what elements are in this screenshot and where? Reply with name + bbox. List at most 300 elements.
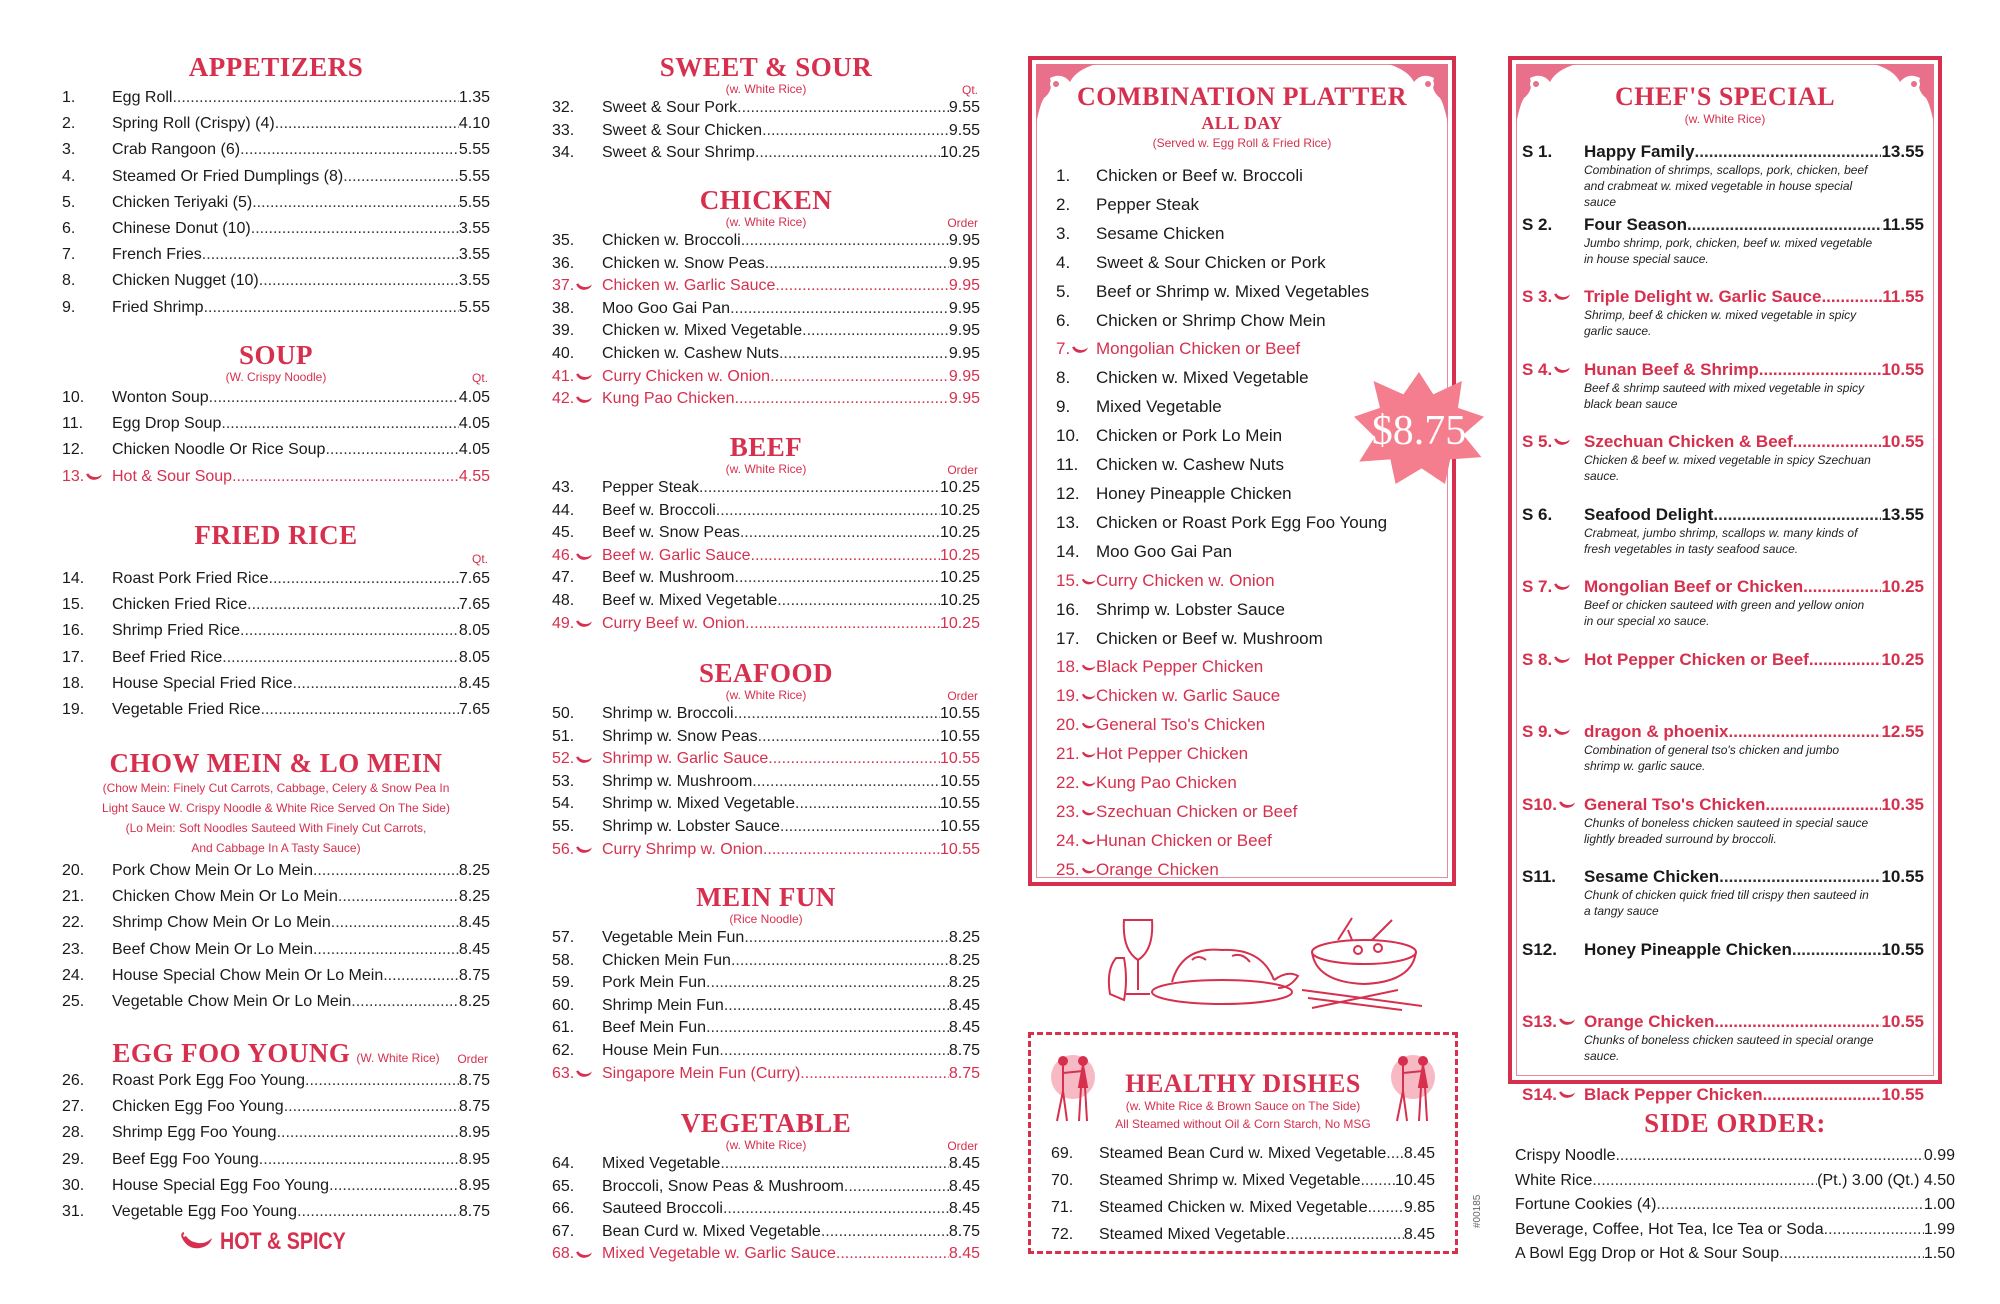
leader-dots (735, 567, 940, 590)
chef-item-row (1522, 722, 1924, 742)
chili-pepper-icon (1081, 691, 1096, 702)
item-price: 10.55 (939, 817, 980, 835)
item-name: Steamed Shrimp w. Mixed Vegetable (1099, 1172, 1361, 1189)
menu-item (62, 216, 490, 242)
item-number: 16. (1056, 599, 1080, 619)
item-name: Shrimp Chow Mein Or Lo Mein (112, 914, 331, 932)
menu-item (1515, 1242, 1955, 1267)
healthy-subtitle: (w. White Rice & Brown Sauce on The Side) (1125, 1099, 1361, 1113)
item-number: S 3. (1522, 287, 1584, 307)
item-number: 8. (1056, 368, 1071, 388)
mein-fun-list (552, 927, 980, 1085)
item-number: 38. (552, 299, 575, 317)
menu-item (1056, 278, 1436, 307)
menu-item (552, 927, 980, 950)
menu-item (552, 793, 980, 816)
item-number: 20. (1056, 711, 1096, 740)
item-price: 9.95 (948, 277, 980, 295)
item-price: 7.65 (458, 570, 490, 587)
item-name: Chicken w. Cashew Nuts (1096, 455, 1285, 475)
item-description: Crabmeat, jumbo shrimp, scallops w. many kinds of fresh vegetables in tasty seafood sauce. (1584, 525, 1858, 556)
floral-corner-icon (1036, 64, 1096, 124)
chili-pepper-icon (575, 551, 593, 562)
item-number: 59. (552, 974, 575, 992)
menu-item (1056, 711, 1436, 740)
item-name: Chicken w. Broccoli (602, 232, 741, 249)
item-number: 3. (1056, 223, 1071, 243)
chili-pepper-icon (1081, 836, 1096, 847)
menu-item (552, 522, 980, 545)
item-price: 10.25 (939, 546, 980, 564)
item-number: 68. (552, 1243, 602, 1266)
item-number: 18. (62, 674, 85, 692)
item-name: Hunan Chicken or Beef (1096, 830, 1272, 850)
item-price: 1.35 (458, 89, 490, 106)
item-name: Shrimp Fried Rice (112, 622, 241, 640)
leader-dots (758, 726, 940, 749)
item-price: 8.45 (948, 1019, 980, 1037)
leader-dots (293, 671, 459, 697)
soup-list (62, 385, 490, 490)
item-price: 12.55 (1881, 722, 1924, 741)
chicken-list (552, 230, 980, 411)
item-price: 1.50 (1923, 1245, 1955, 1262)
menu-item (62, 111, 490, 137)
item-name: dragon & phoenix (1584, 722, 1729, 741)
leader-dots (251, 216, 459, 242)
leader-dots (331, 910, 459, 936)
item-number: 58. (552, 951, 575, 969)
chicken-section (552, 185, 980, 411)
menu-item (1056, 480, 1436, 509)
chef-item-row (1522, 867, 1924, 887)
chicken-subtitle: (w. White Rice) (725, 215, 807, 229)
item-name: House Special Egg Foo Young (112, 1176, 330, 1194)
chef-special-item (1522, 360, 1924, 433)
item-name: Hunan Beef & Shrimp (1584, 359, 1759, 379)
chili-pepper-icon (1553, 581, 1571, 592)
item-name: Chicken or Pork Lo Mein (1096, 426, 1283, 446)
item-name: Beef Mein Fun (602, 1019, 707, 1037)
chili-pepper-icon (575, 618, 593, 629)
item-price: 8.75 (948, 1041, 980, 1059)
item-price: 10.55 (939, 840, 980, 858)
chef-special-item (1522, 215, 1924, 288)
menu-item (552, 1017, 980, 1040)
leader-dots (1765, 795, 1881, 815)
item-name: Triple Delight w. Garlic Sauce (1584, 287, 1822, 306)
leader-dots (1695, 142, 1882, 162)
leader-dots (1368, 1194, 1404, 1221)
item-name: Steamed Chicken w. Mixed Vegetable (1099, 1199, 1368, 1216)
item-number: 13. (1056, 512, 1080, 532)
item-number: 28. (62, 1124, 85, 1142)
item-name: Curry Chicken w. Onion (1096, 570, 1275, 590)
menu-item (1056, 220, 1436, 249)
menu-item (552, 120, 980, 143)
item-price: 9.95 (948, 299, 980, 317)
item-price: 10.25 (939, 144, 980, 162)
item-description: Beef & shrimp sauteed with mixed vegetable in spicy black bean sauce (1584, 380, 1865, 411)
item-number: 57. (552, 929, 575, 946)
item-name: Szechuan Chicken or Beef (1096, 801, 1298, 821)
item-number: S 1. (1522, 142, 1553, 161)
item-price: 11.55 (1882, 287, 1924, 306)
chef-special-item (1522, 1012, 1924, 1085)
item-name: Beef w. Mushroom (602, 569, 735, 587)
menu-item (552, 1040, 980, 1063)
item-number: 10. (1056, 426, 1080, 446)
leader-dots (305, 1068, 459, 1094)
leader-dots (1386, 1140, 1404, 1167)
leader-dots (763, 839, 940, 862)
leader-dots (1824, 1218, 1924, 1243)
item-price: 5.55 (458, 298, 490, 316)
item-number: 65. (552, 1177, 575, 1195)
item-name: Shrimp w. Mushroom (602, 772, 753, 790)
item-name: Chicken or Beef w. Mushroom (1096, 628, 1323, 648)
combination-platter-box (1028, 56, 1467, 886)
menu-item (1515, 1218, 1955, 1243)
item-number: 25. (62, 993, 85, 1011)
chili-pepper-icon (1081, 662, 1096, 673)
menu-item (62, 1094, 490, 1120)
item-price: 3.55 (458, 272, 490, 290)
print-code: #00185 (1472, 1194, 1483, 1228)
leader-dots (338, 884, 459, 910)
item-number: 63. (552, 1063, 602, 1086)
item-name: Kung Pao Chicken (1096, 773, 1237, 793)
item-price: 10.35 (1881, 794, 1924, 814)
item-name: Shrimp Mein Fun (602, 996, 724, 1014)
item-name: Shrimp w. Garlic Sauce (602, 750, 769, 768)
chili-pepper-icon (575, 1249, 593, 1260)
leader-dots (247, 592, 459, 618)
sweet-sour-section (552, 52, 980, 165)
chef-special-item (1522, 867, 1924, 940)
chili-pepper-icon (1558, 1016, 1576, 1027)
item-number: 69. (1051, 1145, 1074, 1162)
item-name: Crab Rangoon (6) (112, 141, 241, 159)
item-number: 64. (552, 1155, 575, 1172)
menu-item (62, 618, 490, 644)
leader-dots (844, 1176, 949, 1199)
item-price: 8.75 (458, 966, 490, 984)
item-description: Chunks of boneless chicken sauteed in special sauce lightly breaded surround by broccoli. (1584, 815, 1869, 846)
item-number: 34. (552, 144, 575, 162)
leader-dots (240, 618, 459, 644)
item-number: 22. (62, 914, 85, 932)
item-price: 8.75 (458, 1203, 490, 1221)
item-number: 5. (1056, 281, 1071, 301)
item-price: 10.55 (939, 795, 980, 813)
menu-item (62, 697, 490, 723)
chili-pepper-icon (575, 844, 593, 855)
item-number: 26. (62, 1072, 85, 1089)
chili-pepper-icon (1553, 726, 1571, 737)
menu-item (552, 613, 980, 636)
item-name: French Fries (112, 246, 202, 264)
item-price: 10.25 (939, 591, 980, 609)
menu-item (552, 343, 980, 366)
item-name: Roast Pork Egg Foo Young (112, 1072, 306, 1089)
chef-special-item (1522, 722, 1924, 795)
item-price: 8.45 (948, 1155, 980, 1172)
item-name: House Special Chow Mein Or Lo Mein (112, 966, 384, 984)
leader-dots (1713, 505, 1881, 525)
leader-dots (1656, 1193, 1923, 1218)
beef-col-header: Order (947, 463, 978, 477)
item-description: Shrimp, beef & chicken w. mixed vegetable in spicy garlic sauce. (1584, 308, 1857, 338)
seafood-title: SEAFOOD (698, 658, 834, 688)
item-price: 10.45 (1394, 1172, 1435, 1189)
chow-mein-list (62, 858, 490, 1015)
item-price: 9.55 (948, 121, 980, 139)
sweet-sour-subtitle: (w. White Rice) (725, 82, 807, 96)
menu-item (552, 230, 980, 253)
menu-item (62, 137, 490, 163)
item-name: Pork Chow Mein Or Lo Mein (112, 862, 313, 879)
side-title: SIDE ORDER: (1644, 1108, 1826, 1138)
item-price: 8.75 (458, 1098, 490, 1116)
item-name: Broccoli, Snow Peas & Mushroom (602, 1177, 844, 1195)
leader-dots (720, 1153, 949, 1176)
leader-dots (222, 645, 459, 671)
item-number: 19. (62, 701, 85, 719)
item-number: 25. (1056, 856, 1096, 885)
item-price: 8.45 (948, 1177, 980, 1195)
menu-item (552, 1063, 980, 1086)
item-name: Singapore Mein Fun (Curry) (602, 1064, 801, 1082)
item-name: Bean Curd w. Mixed Vegetable (602, 1222, 821, 1240)
item-name: Black Pepper Chicken (1584, 1084, 1763, 1104)
item-name: Chicken w. Mixed Vegetable (1096, 368, 1309, 388)
chef-special-item (1522, 142, 1924, 215)
item-price: 3.55 (458, 246, 490, 264)
leader-dots (259, 1147, 459, 1173)
item-number: 3. (62, 141, 76, 159)
food-illustration (1102, 910, 1432, 1020)
menu-item (62, 1120, 490, 1146)
item-name: Chicken w. Garlic Sauce (602, 277, 776, 295)
item-name: Curry Chicken w. Onion (602, 367, 771, 385)
leader-dots (836, 1243, 949, 1266)
item-price: 7.65 (458, 596, 490, 614)
item-price: 10.55 (1881, 1084, 1924, 1104)
menu-item (1515, 1169, 1955, 1194)
item-name: Beef Egg Foo Young (112, 1150, 259, 1168)
item-name: Beef or Shrimp w. Mixed Vegetables (1096, 281, 1370, 301)
item-number: 35. (552, 232, 575, 249)
leader-dots (780, 816, 940, 839)
item-number: 11. (62, 415, 84, 433)
item-price: 10.55 (939, 705, 980, 722)
item-name: Sweet & Sour Pork (602, 99, 738, 116)
item-price: (Pt.) 3.00 (Qt.) 4.50 (1817, 1171, 1955, 1189)
item-description: Combination of general tso's chicken and jumbo shrimp w. garlic sauce. (1584, 743, 1840, 773)
floral-corner-icon (1874, 64, 1934, 124)
chef-special-item (1522, 650, 1924, 723)
item-number: 10. (62, 389, 85, 406)
item-number: 54. (552, 795, 575, 813)
item-name: Chicken Mein Fun (602, 951, 731, 969)
menu-item (62, 411, 490, 437)
menu-item (552, 1176, 980, 1199)
leader-dots (1592, 1169, 1817, 1194)
item-number: S 5. (1522, 432, 1584, 452)
item-price: 10.25 (939, 479, 980, 496)
item-name: Mixed Vegetable w. Garlic Sauce (602, 1245, 836, 1263)
item-price: 9.85 (1403, 1199, 1435, 1216)
menu-item (552, 477, 980, 500)
item-name: Honey Pineapple Chicken (1096, 483, 1292, 503)
menu-item (62, 910, 490, 936)
chow-mein-note-2: Light Sauce W. Crispy Noodle & White Rice Served On The Side) (102, 801, 450, 815)
leader-dots (1286, 1221, 1404, 1248)
item-description: Jumbo shrimp, pork, chicken, beef w. mixed vegetable in house special sauce. (1584, 235, 1873, 266)
leader-dots (313, 937, 459, 963)
leader-dots (751, 545, 940, 568)
menu-item (62, 989, 490, 1015)
item-price: 5.55 (458, 167, 490, 185)
item-name: General Tso's Chicken (1584, 794, 1766, 814)
leader-dots (325, 437, 458, 463)
item-price: 13.55 (1881, 504, 1924, 524)
item-price: 10.55 (1881, 1012, 1924, 1031)
healthy-list (1051, 1140, 1435, 1248)
chili-pepper-icon (180, 1232, 214, 1252)
item-name: Steamed Mixed Vegetable (1099, 1226, 1286, 1243)
item-number: 72. (1051, 1226, 1074, 1243)
item-price: 8.95 (458, 1176, 490, 1194)
sweet-sour-title: SWEET & SOUR (659, 52, 873, 82)
chicken-title: CHICKEN (699, 185, 833, 215)
beef-title: BEEF (729, 432, 803, 462)
leader-dots (1792, 940, 1882, 960)
item-name: Egg Roll (112, 89, 173, 106)
item-name: Mongolian Chicken or Beef (1096, 339, 1301, 359)
menu-item (62, 937, 490, 963)
item-name: Sauteed Broccoli (602, 1200, 723, 1218)
item-number: S14. (1522, 1085, 1584, 1105)
item-number: 55. (552, 817, 575, 835)
item-number: 41. (552, 366, 602, 389)
menu-item (1056, 827, 1436, 856)
item-name: Fortune Cookies (4) (1515, 1196, 1657, 1213)
item-number: 24. (1056, 827, 1096, 856)
menu-item (62, 884, 490, 910)
leader-dots (752, 771, 940, 794)
item-name: Chinese Donut (10) (112, 220, 251, 238)
item-number: 66. (552, 1200, 575, 1218)
leader-dots (737, 97, 949, 120)
item-description: Chunks of boneless chicken sauteed in special orange sauce. (1584, 1033, 1874, 1063)
menu-item (62, 645, 490, 671)
item-price: 8.45 (948, 1245, 980, 1263)
menu-item (1056, 682, 1436, 711)
item-price: 4.05 (458, 415, 490, 433)
item-number: 40. (552, 344, 575, 362)
menu-item (1056, 653, 1436, 682)
chili-pepper-icon (1071, 344, 1089, 355)
item-number: 2. (62, 115, 76, 133)
hot-spicy-legend (180, 1228, 373, 1256)
item-number: S 9. (1522, 722, 1584, 742)
leader-dots (232, 464, 459, 490)
item-name: Chicken or Beef w. Broccoli (1096, 166, 1303, 185)
chefs-special-box (1508, 56, 1942, 1104)
menu-item (62, 1199, 490, 1225)
leader-dots (775, 275, 948, 298)
item-price: 8.45 (458, 914, 490, 932)
item-price: 8.75 (948, 1064, 980, 1082)
item-price: 8.25 (948, 929, 980, 946)
item-price: 5.55 (458, 193, 490, 211)
leader-dots (209, 385, 459, 411)
egg-foo-young-col-header: Order (457, 1052, 488, 1066)
vegetable-section (552, 1108, 980, 1266)
fried-rice-col-header: Qt. (471, 552, 488, 566)
item-number: 12. (1056, 483, 1080, 503)
menu-item (552, 253, 980, 276)
item-price: 9.95 (948, 322, 980, 340)
chef-special-item (1522, 505, 1924, 578)
item-number: 2. (1056, 194, 1071, 214)
item-number: 62. (552, 1041, 575, 1059)
item-price: 10.25 (939, 501, 980, 519)
chef-item-row (1522, 577, 1924, 597)
item-number: 21. (62, 888, 85, 906)
leader-dots (734, 703, 940, 726)
chef-special-item (1522, 795, 1924, 868)
menu-item (552, 500, 980, 523)
item-number: 4. (1056, 252, 1071, 272)
menu-item (62, 190, 490, 216)
soup-col-header: Qt. (471, 371, 488, 385)
item-number: 52. (552, 748, 602, 771)
item-name: Mixed Vegetable (1096, 397, 1222, 417)
menu-item (552, 320, 980, 343)
chef-item-row (1522, 142, 1924, 162)
item-name: Chicken w. Cashew Nuts (602, 344, 779, 362)
seafood-col-header: Order (947, 689, 978, 703)
leader-dots (275, 111, 459, 137)
item-name: Shrimp w. Mixed Vegetable (602, 795, 795, 813)
egg-foo-young-section (62, 1038, 490, 1225)
item-number: 61. (552, 1019, 575, 1037)
leader-dots (252, 190, 459, 216)
sweet-sour-col-header: Qt. (961, 83, 978, 97)
item-number: S 6. (1522, 504, 1553, 524)
menu-item (552, 142, 980, 165)
menu-item (552, 950, 980, 973)
item-number: 14. (62, 570, 85, 587)
menu-item (62, 437, 490, 463)
chef-item-row (1522, 650, 1924, 670)
item-name: Chicken Chow Mein Or Lo Mein (112, 888, 338, 906)
chili-pepper-icon (1553, 364, 1571, 375)
chili-pepper-icon (575, 281, 593, 292)
item-name: House Special Fried Rice (112, 674, 293, 692)
menu-item (62, 242, 490, 268)
item-name: Roast Pork Fried Rice (112, 570, 269, 587)
item-name: Beef w. Snow Peas (602, 524, 740, 542)
item-name: A Bowl Egg Drop or Hot & Sour Soup (1515, 1245, 1780, 1262)
leader-dots (800, 1063, 949, 1086)
seafood-subtitle: (w. White Rice) (725, 688, 807, 702)
leader-dots (261, 697, 459, 723)
item-description: Chunk of chicken quick fried till crispy then sauteed in a tangy sauce (1584, 888, 1869, 918)
